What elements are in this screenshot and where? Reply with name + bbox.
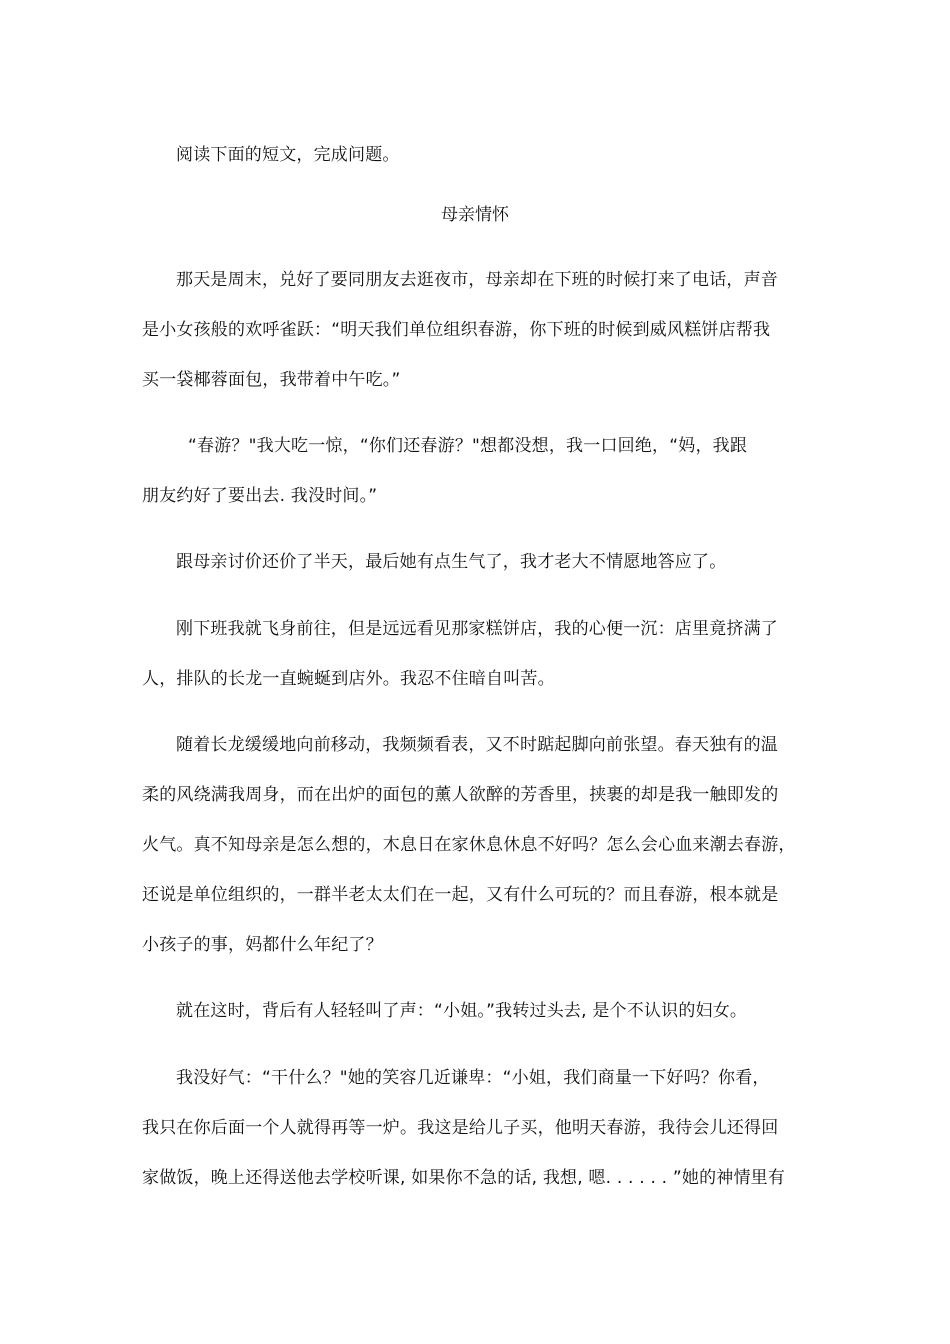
paragraph-line: 火气。真不知母亲是怎么想的，木息日在家休息休息不好吗？怎么会心血来潮去春游， (142, 835, 796, 855)
article-title: 母亲情怀 (441, 205, 509, 225)
paragraph-line: 刚下班我就飞身前往，但是远远看见那家糕饼店，我的心便一沉：店里竟挤满了 (176, 619, 778, 639)
paragraph-line: “春游？"我大吃一惊，“你们还春游？"想都没想，我一口回绝，“妈，我跟 (188, 436, 748, 456)
paragraph-line: 还说是单位组织的，一群半老太太们在一起，又有什么可玩的？而且春游，根本就是 (142, 885, 779, 905)
paragraph-line: 那天是周末，兑好了要同朋友去逛夜市，母亲却在下班的时候打来了电话，声音 (176, 270, 778, 290)
paragraph-line: 就在这时，背后有人轻轻叫了声：“小姐。”我转过头去, 是个不认识的妇女。 (176, 1001, 748, 1021)
paragraph-line: 买一袋椰蓉面包，我带着中午吃。” (142, 370, 401, 390)
paragraph-line: 我没好气：“干什么？"她的笑容几近谦卑：“小姐，我们商量一下好吗？你看， (176, 1068, 770, 1088)
instruction-text: 阅读下面的短文，完成问题。 (176, 145, 400, 165)
paragraph-line: 人，排队的长龙一直蜿蜒到店外。我忍不住暗自叫苦。 (142, 669, 555, 689)
paragraph-line: 是小女孩般的欢呼雀跃：“明天我们单位组织春游，你下班的时候到威风糕饼店帮我 (142, 320, 771, 340)
paragraph-line: 柔的风绕满我周身，而在出炉的面包的薰人欲醉的芳香里，挟裹的却是我一触即发的 (142, 785, 779, 805)
paragraph-line: 小孩子的事，妈都什么年纪了？ (142, 935, 383, 955)
paragraph-line: 我只在你后面一个人就得再等一炉。我这是给儿子买，他明天春游，我待会儿还得回 (142, 1118, 779, 1138)
paragraph-line: 家做饭，晚上还得送他去学校听课, 如果你不急的话, 我想, 嗯. . . . . . ”她的神情里有 (142, 1168, 786, 1188)
paragraph-line: 朋友约好了要出去. 我没时间。” (142, 486, 378, 506)
paragraph-line: 跟母亲讨价还价了半天，最后她有点生气了，我才老大不情愿地答应了。 (176, 552, 727, 572)
paragraph-line: 随着长龙缓缓地向前移动，我频频看表，又不时踮起脚向前张望。春天独有的温 (176, 735, 778, 755)
